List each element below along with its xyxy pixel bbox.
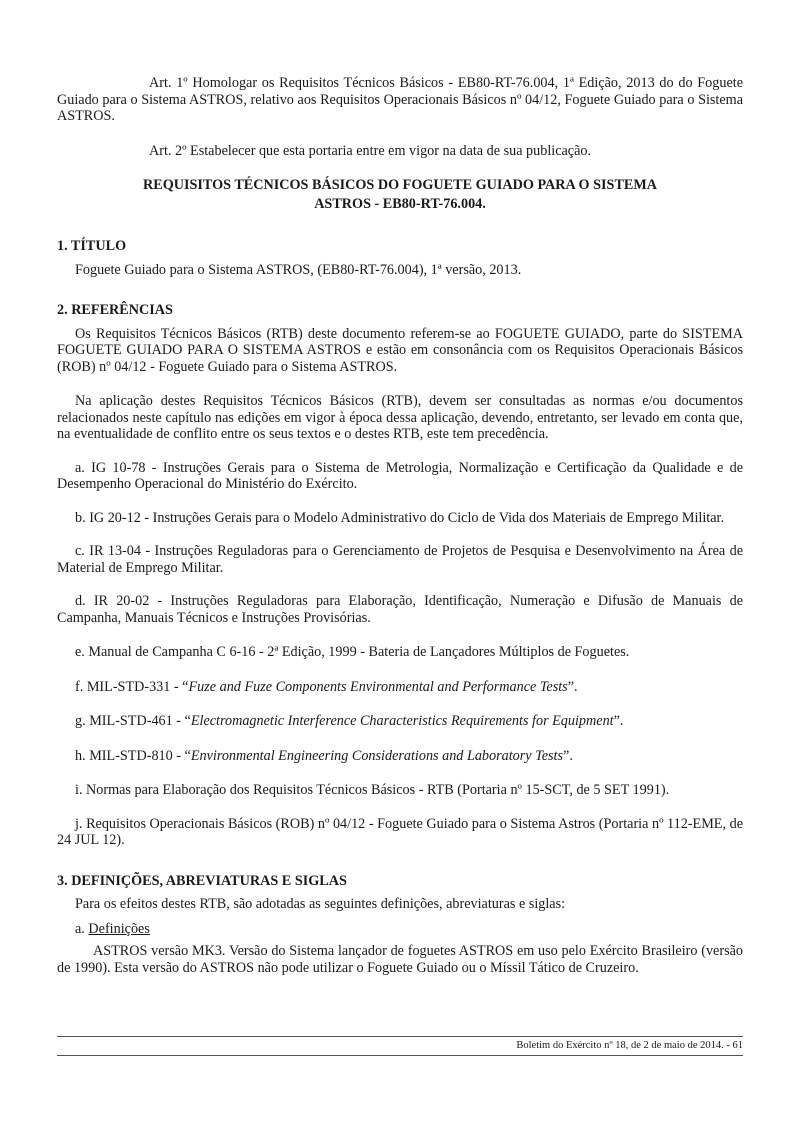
reference-item-d: d. IR 20-02 - Instruções Reguladoras para Elaboração, Identificação, Numeração e Difusão de Manuais de Campanha, Manuais Técnicos e Instruções Provisórias. xyxy=(57,593,743,626)
definitions-subheading xyxy=(57,921,743,938)
article-2: Art. 2º Estabelecer que esta portaria entre em vigor na data de sua publicação. xyxy=(149,142,592,159)
reference-item-f-suffix: ”. xyxy=(567,678,578,695)
reference-item-a: a. IG 10-78 - Instruções Gerais para o Sistema de Metrologia, Normalização e Certificação da Qualidade e de Desempenho Operacional do Ministério do Exército. xyxy=(57,459,743,492)
reference-item-h-title: Environmental Engineering Considerations and Laboratory Tests xyxy=(190,747,564,764)
reference-item-g-suffix: ”. xyxy=(613,713,624,729)
reference-item-g-prefix: g. MIL-STD-461 - “ xyxy=(75,713,191,729)
reference-item-h xyxy=(57,748,743,765)
definitions-intro: Para os efeitos destes RTB, são adotadas as seguintes definições, abreviaturas e siglas: xyxy=(75,896,566,912)
section-1-title: 1. TÍTULO xyxy=(57,238,127,254)
document-title-line-1: REQUISITOS TÉCNICOS BÁSICOS DO FOGUETE GUIADO PARA O SISTEMA xyxy=(142,177,658,193)
reference-item-b: b. IG 20-12 - Instruções Gerais para o Modelo Administrativo do Ciclo de Vida dos Materiais de Emprego Militar. xyxy=(75,509,725,526)
document-title xyxy=(57,176,743,214)
reference-item-f-prefix: f. MIL-STD-331 - “ xyxy=(75,678,189,695)
footer-divider xyxy=(57,1055,743,1056)
document-title-line-2: ASTROS - EB80-RT-76.004. xyxy=(314,196,486,212)
reference-item-h-prefix: h. MIL-STD-810 - “ xyxy=(75,747,191,764)
references-intro: Os Requisitos Técnicos Básicos (RTB) deste documento referem-se ao FOGUETE GUIADO, parte do SISTEMA FOGUETE GUIADO PARA O SISTEMA ASTROS e estão em consonância com os Requisitos Operacionais Básicos (ROB) nº 04/12 - Foguete Guiado para o Sistema ASTROS. xyxy=(57,325,743,375)
astros-mk3-definition: ASTROS versão MK3. Versão do Sistema lançador de foguetes ASTROS em uso pelo Exército Brasileiro (versão de 1990). Esta versão do ASTROS não pode utilizar o Foguete Guiado ou o Míssil Tático de Cruzeiro. xyxy=(57,943,743,976)
reference-item-g-title: Electromagnetic Interference Characteristics Requirements for Equipment xyxy=(190,713,614,729)
reference-item-f-title: Fuze and Fuze Components Environmental and Performance Tests xyxy=(188,678,568,695)
page-footer xyxy=(57,1036,743,1056)
definitions-subheading-label: Definições xyxy=(88,920,150,937)
section-3-title: 3. DEFINIÇÕES, ABREVIATURAS E SIGLAS xyxy=(57,872,347,889)
reference-item-i: i. Normas para Elaboração dos Requisitos Técnicos Básicos - RTB (Portaria nº 15-SCT, de 5 SET 1991). xyxy=(75,782,670,798)
section-2-title: 2. REFERÊNCIAS xyxy=(57,302,173,318)
reference-item-g xyxy=(57,713,743,730)
section-1-text: Foguete Guiado para o Sistema ASTROS, (EB80-RT-76.004), 1ª versão, 2013. xyxy=(75,261,522,278)
reference-item-c: c. IR 13-04 - Instruções Reguladoras para o Gerenciamento de Projetos de Pesquisa e Desenvolvimento na Área de Material de Emprego Militar. xyxy=(57,543,743,576)
reference-item-j: j. Requisitos Operacionais Básicos (ROB) nº 04/12 - Foguete Guiado para o Sistema Astros (Portaria nº 112-EME, de 24 JUL 12). xyxy=(57,815,743,848)
article-1: Art. 1º Homologar os Requisitos Técnicos Básicos - EB80-RT-76.004, 1ª Edição, 2013 do do Foguete Guiado para o Sistema ASTROS, relativo aos Requisitos Operacionais Básicos nº 04/12, Foguete Guiado para o Sistema ASTROS. xyxy=(57,75,743,124)
document-page xyxy=(57,75,743,976)
footer-citation: Boletim do Exército nº 18, de 2 de maio de 2014. - 61 xyxy=(516,1040,743,1051)
reference-item-e: e. Manual de Campanha C 6-16 - 2ª Edição, 1999 - Bateria de Lançadores Múltiplos de Foguetes. xyxy=(75,644,630,660)
references-applicability: Na aplicação destes Requisitos Técnicos Básicos (RTB), devem ser consultadas as normas e/ou documentos relacionados neste capítulo nas edições em vigor à época dessa aplicação, devendo, entretanto, ser levado em conta que, na eventualidade de conflito entre os seus textos e o destes RTB, este tem precedência. xyxy=(57,393,743,442)
definitions-subheading-prefix: a. xyxy=(75,920,89,937)
reference-item-f xyxy=(57,679,743,696)
reference-item-h-suffix: ”. xyxy=(563,747,573,764)
